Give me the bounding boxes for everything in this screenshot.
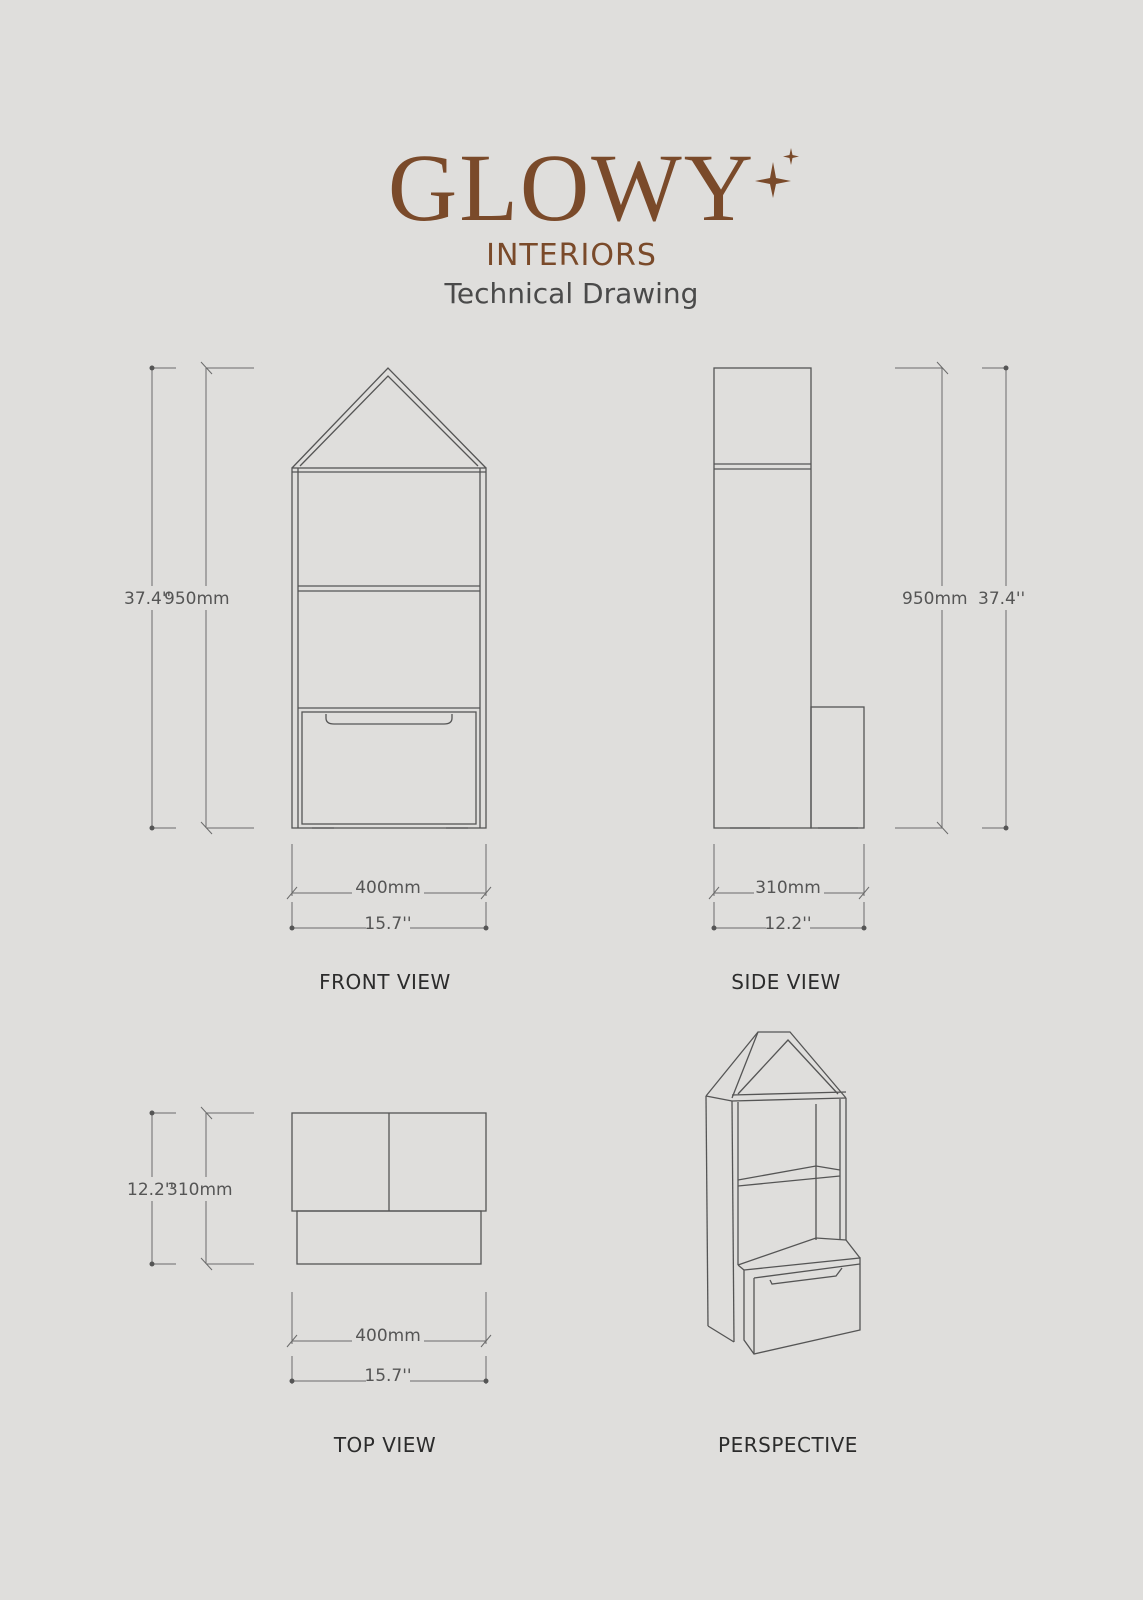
front-cabinet-outline bbox=[292, 368, 486, 828]
front-width-mm-label: 400mm bbox=[355, 878, 421, 898]
side-depth-dimension bbox=[709, 844, 869, 934]
top-cabinet-outline bbox=[292, 1113, 486, 1264]
front-height-dimension bbox=[120, 362, 254, 834]
front-view bbox=[120, 362, 491, 994]
side-depth-mm-label: 310mm bbox=[755, 878, 821, 898]
brand-wordmark: GLOWY bbox=[388, 140, 755, 236]
top-depth-dimension bbox=[124, 1107, 254, 1270]
perspective-cabinet-outline bbox=[706, 1032, 860, 1354]
top-depth-mm-label: 310mm bbox=[167, 1180, 233, 1200]
front-width-inches-label: 15.7'' bbox=[364, 914, 412, 934]
side-view-caption: SIDE VIEW bbox=[731, 970, 841, 994]
top-width-dimension bbox=[287, 1292, 491, 1386]
perspective-view bbox=[706, 1032, 860, 1457]
perspective-caption: PERSPECTIVE bbox=[718, 1433, 858, 1457]
top-width-mm-label: 400mm bbox=[355, 1326, 421, 1346]
front-view-caption: FRONT VIEW bbox=[319, 970, 451, 994]
side-cabinet-outline bbox=[714, 368, 864, 828]
page-subtitle: Technical Drawing bbox=[444, 277, 699, 310]
side-height-dimension bbox=[895, 362, 1025, 834]
top-view-caption: TOP VIEW bbox=[333, 1433, 437, 1457]
front-height-inches-label: 37.4'' bbox=[124, 589, 172, 609]
top-width-inches-label: 15.7'' bbox=[364, 1366, 412, 1386]
brand-tagline: INTERIORS bbox=[486, 238, 657, 273]
side-view bbox=[709, 362, 1025, 994]
front-height-mm-label: 950mm bbox=[164, 589, 230, 609]
side-height-inches-label: 37.4'' bbox=[978, 589, 1026, 609]
top-depth-inches-label: 12.2'' bbox=[127, 1180, 175, 1200]
side-depth-inches-label: 12.2'' bbox=[764, 914, 812, 934]
front-width-dimension bbox=[287, 844, 491, 934]
top-view bbox=[124, 1107, 491, 1457]
side-height-mm-label: 950mm bbox=[902, 589, 968, 609]
